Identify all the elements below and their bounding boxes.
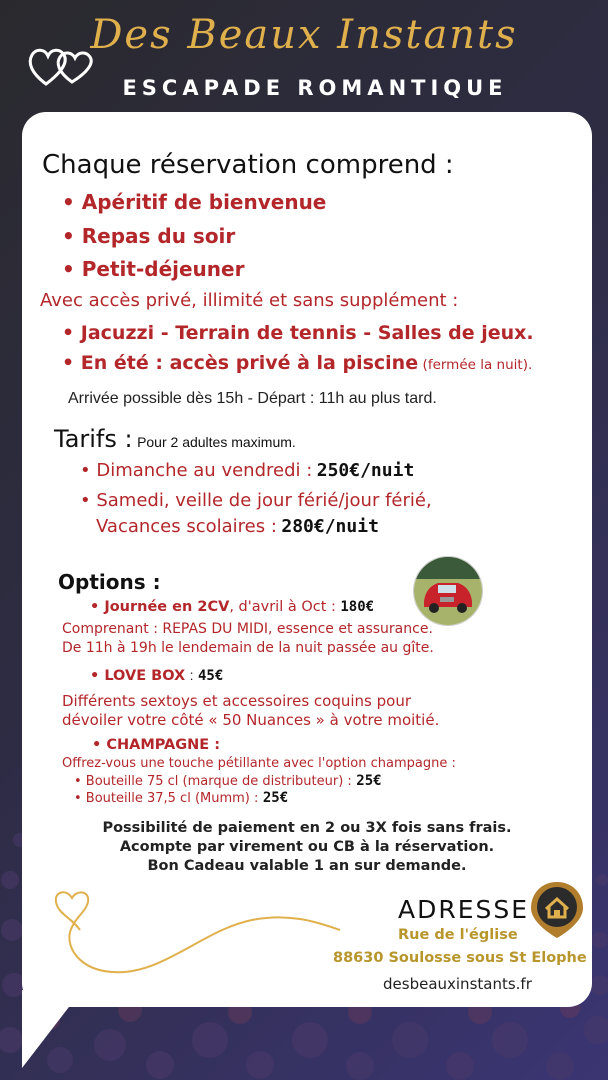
rate-weekend-price: 280€/nuit [281, 516, 379, 537]
included-title: Chaque réservation comprend : [42, 150, 454, 180]
address-street: Rue de l'église [398, 927, 518, 943]
option-champagne: • CHAMPAGNE : [92, 737, 221, 753]
access-intro: Avec accès privé, illimité et sans supplément : [40, 290, 459, 311]
red-2cv-car-photo [413, 556, 483, 626]
rate-weekend-label: • Samedi, veille de jour férié/jour férié, [80, 490, 432, 511]
option-lovebox-desc: Différents sextoys et accessoires coquins pour [62, 692, 411, 710]
option-lovebox-price: 45€ [198, 668, 224, 684]
website-link[interactable]: desbeauxinstants.fr [383, 975, 532, 993]
tarifs-title: Tarifs : [54, 425, 133, 453]
champagne-bottle-75: • Bouteille 75 cl (marque de distributeur) : 25€ [74, 773, 382, 789]
pool-note: (fermée la nuit). [422, 357, 533, 373]
option-lovebox: • LOVE BOX : 45€ [90, 667, 224, 684]
champagne-bottle-37: • Bouteille 37,5 cl (Mumm) : 25€ [74, 790, 289, 806]
option-2cv-desc: Comprenant : REPAS DU MIDI, essence et assurance. [62, 621, 433, 637]
address-city: 88630 Soulosse sous St Elophe [333, 950, 587, 966]
speech-bubble-tail [22, 990, 92, 1068]
included-item: • Petit-déjeuner [62, 257, 245, 281]
option-2cv-desc: De 11h à 19h le lendemain de la nuit passée au gîte. [62, 640, 434, 656]
champagne-bottle-37-price: 25€ [262, 790, 289, 806]
option-2cv: • Journée en 2CV, d'avril à Oct : 180€ [90, 599, 375, 615]
schedule-text: Arrivée possible dès 15h - Départ : 11h au plus tard. [68, 390, 437, 407]
tarifs-note: Pour 2 adultes maximum. [137, 434, 296, 450]
rate-weekday: • Dimanche au vendredi : 250€/nuit [80, 460, 415, 481]
option-2cv-price: 180€ [340, 599, 375, 615]
house-location-pin-icon [527, 880, 587, 940]
address-title: ADRESSE [398, 895, 530, 924]
header [0, 0, 608, 110]
payment-line: Bon Cadeau valable 1 an sur demande. [147, 858, 467, 874]
heart-swirl-decoration [52, 890, 342, 990]
rate-weekday-price: 250€/nuit [316, 460, 415, 481]
brand-title: Des Beaux Instants [90, 12, 518, 58]
champagne-bottle-75-price: 25€ [356, 773, 382, 789]
payment-line: Acompte par virement ou CB à la réservation. [119, 839, 495, 855]
access-item-pool: • En été : accès privé à la piscine (fermée la nuit). [62, 352, 533, 374]
tarifs-heading [54, 425, 296, 453]
option-champagne-intro: Offrez-vous une touche pétillante avec l'option champagne : [62, 756, 456, 771]
option-lovebox-desc: dévoiler votre côté « 50 Nuances » à votre moitié. [62, 711, 440, 729]
subtitle: ESCAPADE ROMANTIQUE [122, 76, 508, 100]
included-item: • Repas du soir [62, 224, 236, 248]
included-item: • Apéritif de bienvenue [62, 190, 327, 214]
options-title: Options : [58, 570, 161, 594]
access-item: • Jacuzzi - Terrain de tennis - Salles de jeux. [62, 322, 534, 344]
payment-line: Possibilité de paiement en 2 ou 3X fois sans frais. [102, 820, 512, 836]
rate-weekend: Vacances scolaires : 280€/nuit [96, 516, 379, 537]
